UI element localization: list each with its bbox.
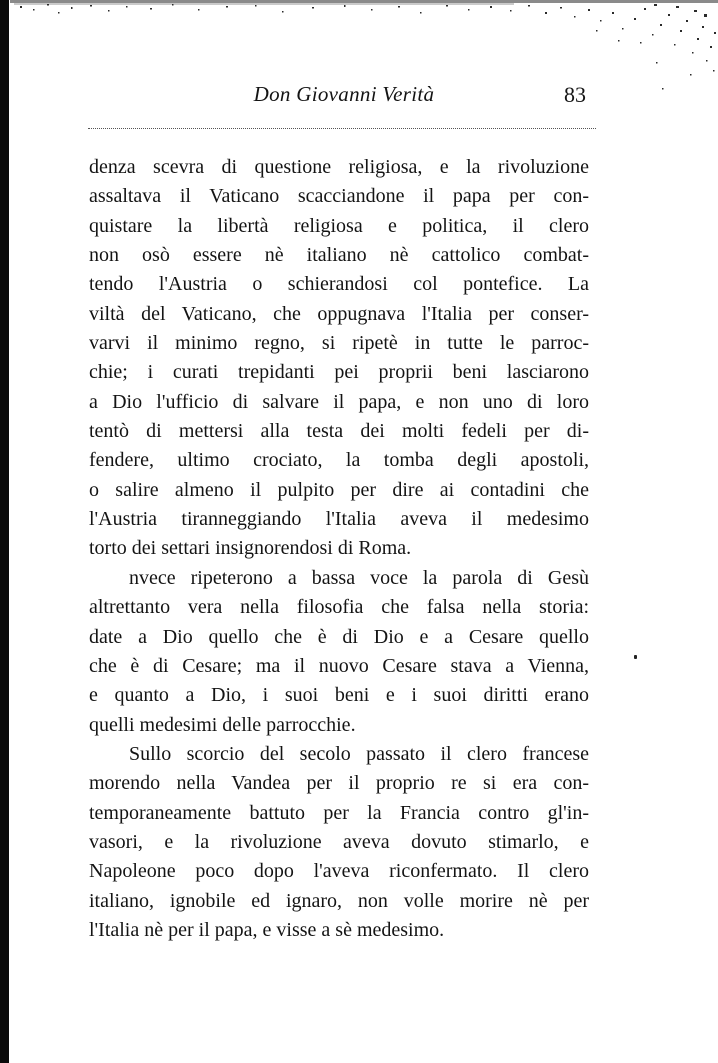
page-binding-edge [0, 0, 9, 1063]
paragraph [89, 564, 589, 740]
text-line: quistare la libertà religiosa e politica, il clero [89, 214, 589, 237]
text-line: che è di Cesare; ma il nuovo Cesare stava a Vienna, [89, 654, 589, 677]
paragraph [89, 153, 589, 564]
text-line: torto dei settari insignorendosi di Roma. [89, 537, 412, 560]
text-line: tendo l'Austria o schierandosi col pontefice. La [89, 273, 589, 296]
text-line: l'Italia nè per il papa, e visse a sè medesimo. [89, 918, 445, 941]
text-line: vasori, e la rivoluzione aveva dovuto stimarlo, e [89, 830, 589, 853]
text-line: fendere, ultimo crociato, la tomba degli apostoli, [89, 449, 589, 472]
text-line: nvece ripeterono a bassa voce la parola di Gesù [129, 566, 589, 589]
text-line: viltà del Vaticano, che oppugnava l'Italia per conser- [89, 302, 589, 325]
text-line: o salire almeno il pulpito per dire ai contadini che [89, 478, 589, 501]
running-title: Don Giovanni Verità [253, 82, 435, 106]
text-line: denza scevra di questione religiosa, e la rivoluzione [89, 156, 589, 178]
text-line: non osò essere nè italiano nè cattolico combat- [89, 244, 589, 267]
text-line: assaltava il Vaticano scacciandone il papa per con- [89, 185, 589, 208]
text-line: l'Austria tiranneggiando l'Italia aveva il medesimo [89, 508, 589, 531]
text-line: italiano, ignobile ed ignaro, non volle morire nè per [89, 889, 589, 912]
text-line: e quanto a Dio, i suoi beni e i suoi diritti erano [89, 684, 589, 707]
page-number: 83 [564, 82, 586, 107]
text-line: temporaneamente battuto per la Francia contro gl'in- [89, 801, 589, 824]
page-header [88, 82, 600, 116]
text-line: Napoleone poco dopo l'aveva riconfermato. Il clero [89, 860, 589, 883]
text-line: tentò di mettersi alla testa dei molti fedeli per di- [89, 420, 589, 443]
text-line: altrettanto vera nella filosofia che falsa nella storia: [89, 596, 589, 619]
text-line: chie; i curati trepidanti pei proprii beni lasciarono [89, 361, 589, 384]
text-line: varvi il minimo regno, si ripetè in tutte le parroc- [89, 332, 589, 355]
text-line: date a Dio quello che è di Dio e a Cesare quello [89, 625, 589, 648]
text-line: a Dio l'ufficio di salvare il papa, e non uno di loro [89, 390, 589, 413]
text-line: Sullo scorcio del secolo passato il clero francese [129, 742, 589, 765]
scan-speck [634, 655, 637, 659]
body-text [89, 153, 589, 945]
text-line: morendo nella Vandea per il proprio re si era con- [89, 772, 589, 795]
paragraph [89, 740, 589, 945]
text-line: quelli medesimi delle parrocchie. [89, 713, 356, 736]
header-rule [88, 128, 596, 129]
